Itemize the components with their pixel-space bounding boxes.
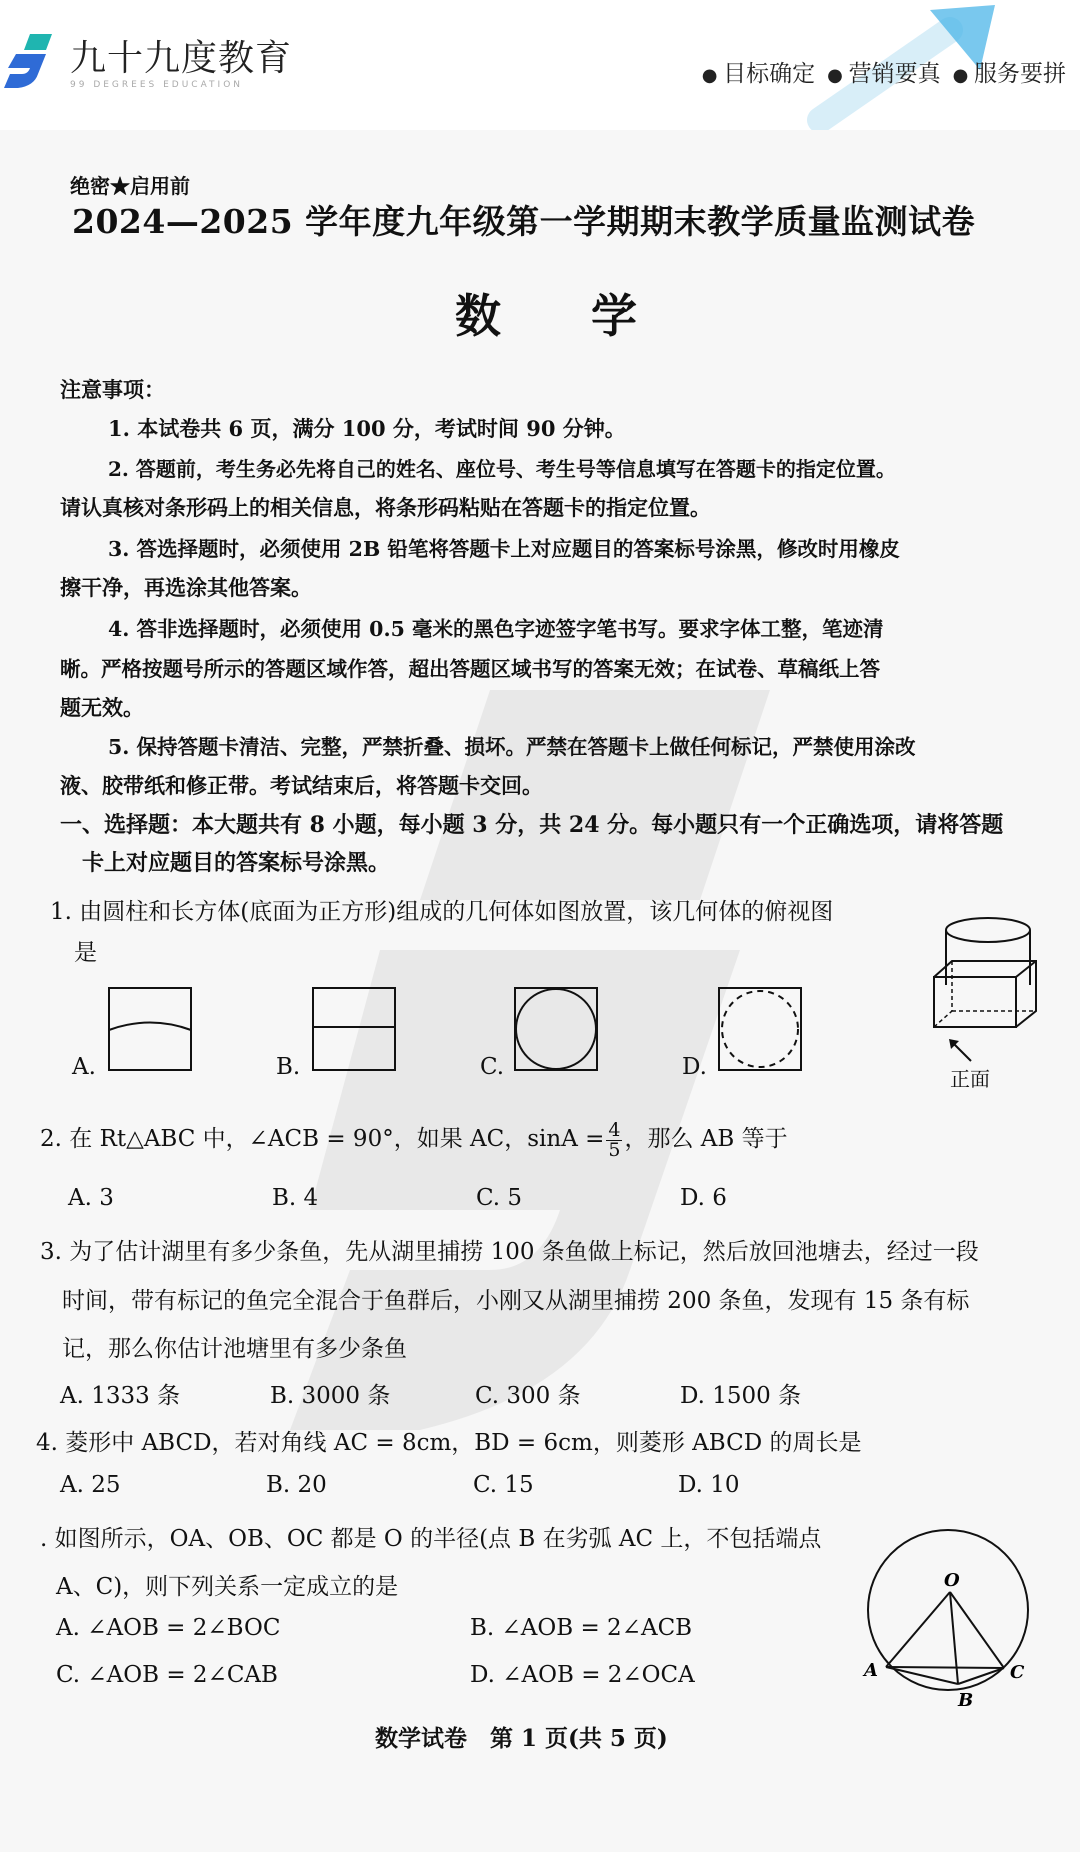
point-label-a: A [864,1660,878,1681]
point-label-b: B [958,1690,974,1710]
q3-option-d: D. 1500 条 [680,1383,802,1409]
fraction-numerator: 4 [608,1118,621,1141]
note-line: 1. 本试卷共 6 页，满分 100 分，考试时间 90 分钟。 [108,416,626,441]
q4-option-b: B. 20 [266,1472,327,1498]
slogan-item: ● 服务要拼 [953,55,1066,88]
question-3-text-cont: 记，那么你估计池塘里有多少条鱼 [62,1336,407,1362]
question-2-fraction [606,1118,622,1161]
q2-option-b: B. 4 [272,1185,319,1211]
question-3-text-cont: 时间，带有标记的鱼完全混合于鱼群后，小刚又从湖里捕捞 200 条鱼，发现有 15 条有标 [62,1288,970,1314]
notes-heading: 注意事项： [60,377,165,402]
front-label: 正面 [950,1067,990,1091]
question-5-text-cont: A、C)，则下列关系一定成立的是 [56,1574,399,1600]
question-1-solid-figure [930,915,1050,1045]
q2-option-c: C. 5 [476,1185,523,1211]
q5-option-d: D. ∠AOB = 2∠OCA [470,1662,695,1688]
note-line: 擦干净，再选涂其他答案。 [60,575,312,600]
option-c-figure [512,985,602,1075]
note-line: 3. 答选择题时，必须使用 2B 铅笔将答题卡上对应题目的答案标号涂黑，修改时用橡皮 [108,537,900,561]
note-line: 4. 答非选择题时，必须使用 0.5 毫米的黑色字迹签字笔书写。要求字体工整，笔迹清 [108,617,884,641]
question-2-prefix: 2. 在 Rt△ABC 中，∠ACB = 90°，如果 AC，sinA = [40,1126,605,1152]
question-3-text: 3. 为了估计湖里有多少条鱼，先从湖里捕捞 100 条鱼做上标记，然后放回池塘去，经过一段 [40,1239,979,1265]
brand-subtitle: 99 DEGREES EDUCATION [70,80,244,90]
note-line: 请认真核对条形码上的相关信息，将条形码粘贴在答题卡的指定位置。 [60,495,711,520]
note-line: 题无效。 [60,695,144,720]
question-4-text: 4. 菱形中 ABCD，若对角线 AC = 8cm，BD = 6cm，则菱形 ABCD 的周长是 [36,1430,862,1456]
confidential-mark: 绝密★启用前 [70,174,190,198]
option-a-figure [106,985,196,1075]
exam-title: 2024—2025 学年度九年级第一学期期末教学质量监测试卷 [72,202,976,241]
q1-option-c-label: C. [480,1054,505,1080]
q5-option-b: B. ∠AOB = 2∠ACB [470,1615,693,1641]
q3-option-c: C. 300 条 [475,1383,581,1409]
question-1-text-cont: 是 [74,940,97,966]
q5-option-c: C. ∠AOB = 2∠CAB [56,1662,278,1688]
option-b-figure [310,985,400,1075]
note-line: 5. 保持答题卡清洁、完整，严禁折叠、损坏。严禁在答题卡上做任何标记，严禁使用涂改 [108,735,916,759]
fraction-denominator: 5 [608,1138,621,1161]
brand-name: 九十九度教育 [70,38,293,79]
q4-option-c: C. 15 [473,1472,534,1498]
slogan-list [702,55,1066,88]
page-footer: 数学试卷 第 1 页(共 5 页) [375,1725,668,1752]
note-line: 液、胶带纸和修正带。考试结束后，将答题卡交回。 [60,773,543,798]
question-5-circle-figure [858,1520,1038,1710]
question-2-suffix: ，那么 AB 等于 [624,1126,788,1152]
note-line: 晰。严格按题号所示的答题区域作答，超出答题区域书写的答案无效；在试卷、草稿纸上答 [60,657,880,681]
question-1-text: 1. 由圆柱和长方体(底面为正方形)组成的几何体如图放置，该几何体的俯视图 [50,899,834,925]
brand-logo-icon [0,30,56,92]
question-5-text: . 如图所示，OA、OB、OC 都是 O 的半径(点 B 在劣弧 AC 上，不包括端点 [40,1526,822,1552]
q1-option-b-label: B. [276,1054,301,1080]
q1-option-d-label: D. [682,1054,707,1080]
q3-option-a: A. 1333 条 [60,1383,181,1409]
question-2-text [40,1120,788,1160]
q4-option-a: A. 25 [60,1472,121,1498]
q1-option-a-label: A. [72,1054,96,1080]
subject-title: 数学 [455,289,727,343]
q2-option-a: A. 3 [68,1185,114,1211]
note-line: 2. 答题前，考生务必先将自己的姓名、座位号、考生号等信息填写在答题卡的指定位置。 [108,457,896,481]
brand-header [0,0,1080,120]
q5-option-a: A. ∠AOB = 2∠BOC [56,1615,281,1641]
front-direction-arrow-icon [945,1035,975,1065]
slogan-item: ● 目标确定 [702,55,815,88]
option-d-figure [716,985,806,1075]
section-heading-cont: 卡上对应题目的答案标号涂黑。 [82,850,391,876]
section-heading: 一、选择题：本大题共有 8 小题，每小题 3 分，共 24 分。每小题只有一个正确选项，请将答题 [60,812,1004,838]
point-label-o: O [944,1570,960,1591]
q3-option-b: B. 3000 条 [270,1383,391,1409]
q2-option-d: D. 6 [680,1185,727,1211]
q4-option-d: D. 10 [678,1472,740,1498]
point-label-c: C [1010,1662,1025,1683]
slogan-item: ● 营销要真 [827,55,940,88]
